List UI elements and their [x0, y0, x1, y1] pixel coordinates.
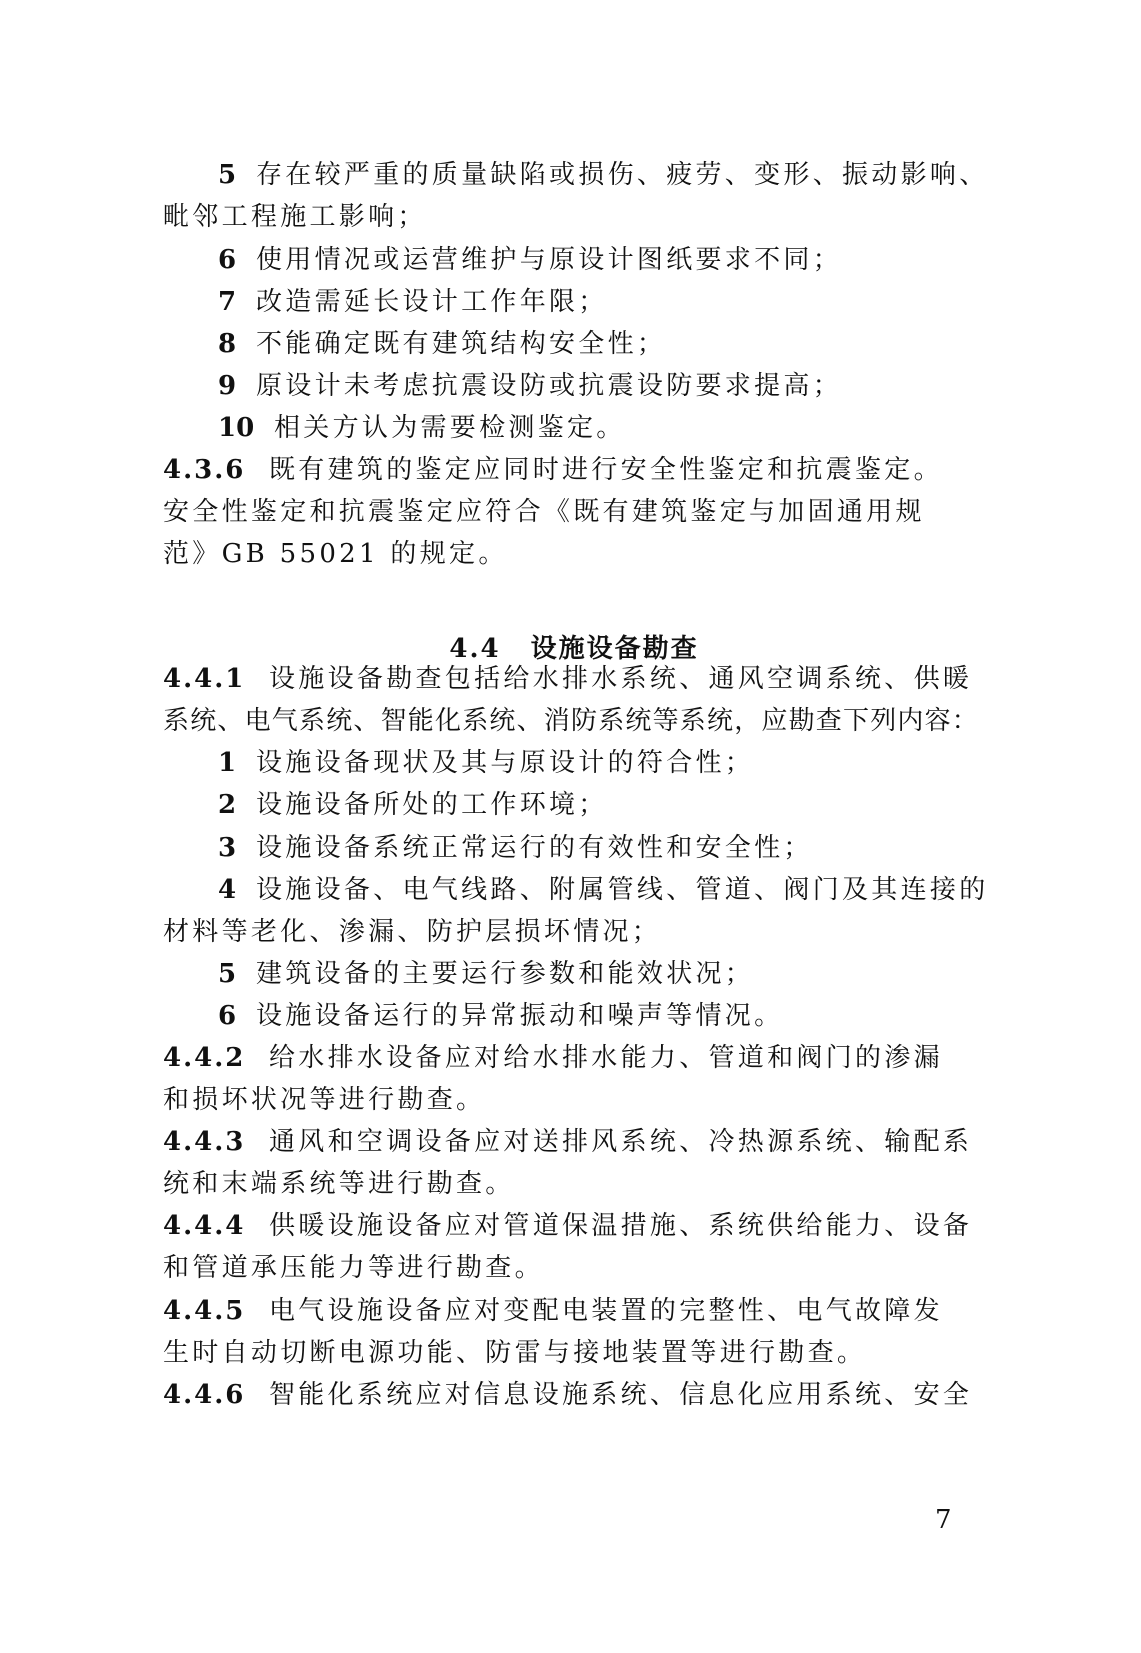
- item-number: 6: [218, 245, 237, 275]
- clause-number: 4.4.6: [163, 1380, 246, 1410]
- clause-text: 和损坏状况等进行勘查。: [163, 1085, 486, 1115]
- list-item: [218, 826, 985, 870]
- clause-4-4-3: [163, 1120, 985, 1164]
- clause-continuation: [163, 1246, 985, 1290]
- list-item: [218, 153, 989, 197]
- item-text: 设施设备系统正常运行的有效性和安全性；: [256, 833, 813, 863]
- item-number: 2: [218, 790, 237, 820]
- item-number: 1: [218, 748, 237, 778]
- list-item: [218, 741, 985, 785]
- list-item: [218, 238, 985, 282]
- clause-text: 通风和空调设备应对送排风系统、冷热源系统、输配系: [269, 1127, 973, 1157]
- list-item: [218, 994, 985, 1038]
- clause-text: 给水排水设备应对给水排水能力、管道和阀门的渗漏: [269, 1043, 943, 1073]
- list-item: [218, 783, 985, 827]
- clause-4-4-1: [163, 657, 985, 701]
- clause-text: 和管道承压能力等进行勘查。: [163, 1253, 544, 1283]
- item-text: 不能确定既有建筑结构安全性；: [256, 329, 667, 359]
- item-text: 设施设备所处的工作环境；: [256, 790, 608, 820]
- clause-text: 智能化系统应对信息设施系统、信息化应用系统、安全: [269, 1380, 973, 1410]
- clause-text: 系统、电气系统、智能化系统、消防系统等系统，应勘查下列内容：: [163, 706, 980, 736]
- list-item: [218, 406, 985, 450]
- clause-number: 4.4.5: [163, 1296, 246, 1326]
- clause-text: 范》GB 55021 的规定。: [163, 539, 508, 569]
- clause-number: 4.4.1: [163, 664, 246, 694]
- clause-4-4-5: [163, 1289, 985, 1333]
- clause-continuation: [163, 1162, 985, 1206]
- list-item: [218, 322, 985, 366]
- clause-continuation: [163, 490, 985, 534]
- clause-text: 既有建筑的鉴定应同时进行安全性鉴定和抗震鉴定。: [269, 455, 943, 485]
- clause-number: 4.4.2: [163, 1043, 246, 1073]
- item-text: 使用情况或运营维护与原设计图纸要求不同；: [256, 245, 843, 275]
- list-item: [218, 868, 989, 912]
- item-number: 4: [218, 875, 237, 905]
- item-number: 9: [218, 371, 237, 401]
- list-item: [218, 952, 985, 996]
- item-text: 建筑设备的主要运行参数和能效状况；: [256, 959, 755, 989]
- item-number: 8: [218, 329, 237, 359]
- clause-text: 生时自动切断电源功能、防雷与接地装置等进行勘查。: [163, 1338, 867, 1368]
- item-text: 材料等老化、渗漏、防护层损坏情况；: [163, 917, 662, 947]
- clause-continuation: [163, 699, 985, 743]
- section-number: 4.4: [449, 634, 501, 664]
- item-text: 设施设备现状及其与原设计的符合性；: [256, 748, 755, 778]
- clause-number: 4.4.3: [163, 1127, 246, 1157]
- list-item-continuation: [163, 195, 985, 239]
- list-item: [218, 364, 985, 408]
- item-number: 10: [218, 413, 255, 443]
- clause-4-4-2: [163, 1036, 985, 1080]
- clause-text: 电气设施设备应对变配电装置的完整性、电气故障发: [269, 1296, 943, 1326]
- item-text: 设施设备运行的异常振动和噪声等情况。: [256, 1001, 784, 1031]
- item-text: 毗邻工程施工影响；: [163, 202, 427, 232]
- item-number: 5: [218, 160, 237, 190]
- list-item: [218, 280, 985, 324]
- clause-continuation: [163, 532, 985, 576]
- clause-number: 4.3.6: [163, 455, 246, 485]
- item-text: 存在较严重的质量缺陷或损伤、疲劳、变形、振动影响、: [256, 160, 989, 190]
- clause-4-4-4: [163, 1204, 985, 1248]
- item-number: 6: [218, 1001, 237, 1031]
- clause-continuation: [163, 1078, 985, 1122]
- clause-4-3-6: [163, 448, 985, 492]
- item-text: 相关方认为需要检测鉴定。: [274, 413, 626, 443]
- clause-4-4-6: [163, 1373, 985, 1417]
- clause-text: 安全性鉴定和抗震鉴定应符合《既有建筑鉴定与加固通用规: [163, 497, 925, 527]
- item-text: 改造需延长设计工作年限；: [256, 287, 608, 317]
- item-number: 3: [218, 833, 237, 863]
- item-number: 5: [218, 959, 237, 989]
- item-text: 原设计未考虑抗震设防或抗震设防要求提高；: [256, 371, 843, 401]
- item-text: 设施设备、电气线路、附属管线、管道、阀门及其连接的: [256, 875, 989, 905]
- clause-number: 4.4.4: [163, 1211, 246, 1241]
- item-number: 7: [218, 287, 237, 317]
- list-item-continuation: [163, 910, 985, 954]
- clause-text: 供暖设施设备应对管道保温措施、系统供给能力、设备: [269, 1211, 973, 1241]
- clause-text: 统和末端系统等进行勘查。: [163, 1169, 515, 1199]
- page-number: 7: [935, 1505, 952, 1535]
- section-title: 设施设备勘查: [530, 634, 699, 664]
- clause-text: 设施设备勘查包括给水排水系统、通风空调系统、供暖: [269, 664, 973, 694]
- clause-continuation: [163, 1331, 985, 1375]
